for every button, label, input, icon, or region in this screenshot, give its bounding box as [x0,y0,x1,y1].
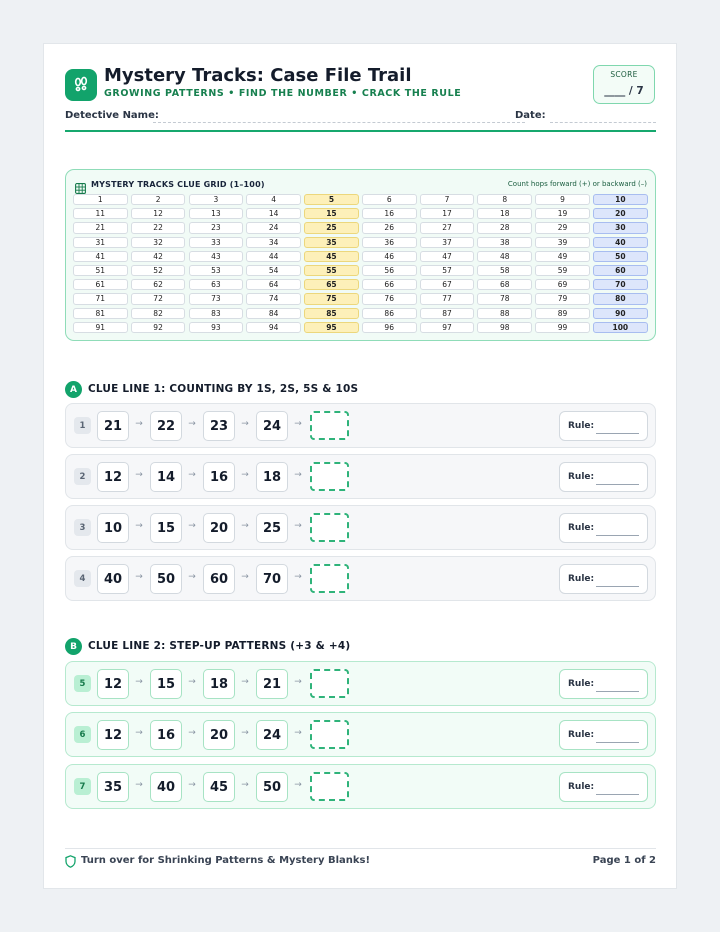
arrow-right-icon: → [241,572,249,582]
grid-cell-9: 9 [535,194,590,205]
grid-cell-7: 7 [420,194,475,205]
grid-cell-44: 44 [246,251,301,262]
grid-cell-31: 31 [73,237,128,248]
rule-answer-line[interactable] [596,535,639,536]
problem-number: 4 [74,570,91,587]
grid-cell-89: 89 [535,308,590,319]
arrow-right-icon: → [294,419,302,429]
grid-cell-45: 45 [304,251,359,262]
grid-cell-95: 95 [304,322,359,333]
grid-cell-12: 12 [131,208,186,219]
grid-cell-93: 93 [189,322,244,333]
pattern-problem [65,712,656,757]
problem-number: 1 [74,417,91,434]
pattern-number-box: 23 [203,411,235,441]
grid-cell-3: 3 [189,194,244,205]
grid-cell-46: 46 [362,251,417,262]
grid-cell-91: 91 [73,322,128,333]
pattern-problem [65,403,656,448]
answer-blank[interactable] [310,411,349,440]
grid-cell-59: 59 [535,265,590,276]
footprints-icon [65,69,97,101]
page-title: Mystery Tracks: Case File Trail [104,65,412,86]
arrow-right-icon: → [241,419,249,429]
grid-cell-27: 27 [420,222,475,233]
arrow-right-icon: → [135,419,143,429]
name-field[interactable] [153,122,525,123]
grid-cell-14: 14 [246,208,301,219]
rule-box[interactable] [559,669,648,699]
grid-cell-80: 80 [593,293,648,304]
grid-cell-21: 21 [73,222,128,233]
grid-cell-88: 88 [477,308,532,319]
score-label: SCORE [610,70,638,79]
grid-cell-40: 40 [593,237,648,248]
pattern-number-box: 15 [150,669,182,699]
rule-box[interactable] [559,513,648,543]
date-label: Date: [515,110,546,121]
grid-cell-19: 19 [535,208,590,219]
grid-cell-35: 35 [304,237,359,248]
problem-number: 2 [74,468,91,485]
pattern-number-box: 45 [203,772,235,802]
hundred-chart [73,194,649,333]
footer-divider [65,848,656,849]
grid-cell-65: 65 [304,279,359,290]
rule-answer-line[interactable] [596,691,639,692]
arrow-right-icon: → [135,780,143,790]
rule-answer-line[interactable] [596,484,639,485]
score-box [593,65,655,104]
answer-blank[interactable] [310,462,349,491]
section-badge: B [65,638,82,655]
grid-cell-1: 1 [73,194,128,205]
grid-cell-6: 6 [362,194,417,205]
arrow-right-icon: → [135,470,143,480]
grid-cell-82: 82 [131,308,186,319]
arrow-right-icon: → [241,521,249,531]
pattern-number-box: 18 [256,462,288,492]
grid-cell-77: 77 [420,293,475,304]
grid-cell-90: 90 [593,308,648,319]
grid-cell-81: 81 [73,308,128,319]
arrow-right-icon: → [135,572,143,582]
pattern-number-box: 60 [203,564,235,594]
pattern-number-box: 40 [97,564,129,594]
pattern-number-box: 21 [256,669,288,699]
grid-cell-57: 57 [420,265,475,276]
footer [65,855,656,869]
grid-cell-15: 15 [304,208,359,219]
clue-grid-header [75,179,647,191]
arrow-right-icon: → [241,780,249,790]
name-label: Detective Name: [65,110,159,121]
worksheet-page [43,43,677,889]
rule-label: Rule: [568,472,595,482]
answer-blank[interactable] [310,564,349,593]
grid-cell-70: 70 [593,279,648,290]
pattern-number-box: 16 [203,462,235,492]
footer-left-text: Turn over for Shrinking Patterns & Mystery Blanks! [81,855,371,866]
grid-cell-67: 67 [420,279,475,290]
answer-blank[interactable] [310,772,349,801]
pattern-number-box: 24 [256,411,288,441]
grid-cell-36: 36 [362,237,417,248]
pattern-number-box: 50 [256,772,288,802]
arrow-right-icon: → [188,780,196,790]
pattern-number-box: 12 [97,720,129,750]
grid-cell-26: 26 [362,222,417,233]
pattern-number-box: 40 [150,772,182,802]
grid-cell-20: 20 [593,208,648,219]
grid-cell-47: 47 [420,251,475,262]
grid-cell-73: 73 [189,293,244,304]
grid-cell-32: 32 [131,237,186,248]
clue-grid-note: Count hops forward (+) or backward (–) [507,180,647,188]
pattern-number-box: 12 [97,669,129,699]
grid-cell-86: 86 [362,308,417,319]
arrow-right-icon: → [294,521,302,531]
grid-cell-63: 63 [189,279,244,290]
problem-number: 5 [74,675,91,692]
arrow-right-icon: → [241,677,249,687]
grid-cell-72: 72 [131,293,186,304]
rule-box[interactable] [559,720,648,750]
arrow-right-icon: → [294,572,302,582]
answer-blank[interactable] [310,513,349,542]
rule-label: Rule: [568,730,595,740]
pattern-number-box: 24 [256,720,288,750]
pattern-number-box: 20 [203,720,235,750]
shield-icon [65,855,76,871]
grid-cell-34: 34 [246,237,301,248]
pattern-number-box: 12 [97,462,129,492]
grid-cell-85: 85 [304,308,359,319]
pattern-number-box: 18 [203,669,235,699]
grid-cell-79: 79 [535,293,590,304]
grid-cell-71: 71 [73,293,128,304]
grid-cell-23: 23 [189,222,244,233]
rule-label: Rule: [568,523,595,533]
grid-cell-92: 92 [131,322,186,333]
grid-cell-41: 41 [73,251,128,262]
pattern-number-box: 10 [97,513,129,543]
grid-cell-51: 51 [73,265,128,276]
grid-cell-54: 54 [246,265,301,276]
rule-box[interactable] [559,462,648,492]
grid-cell-69: 69 [535,279,590,290]
grid-cell-98: 98 [477,322,532,333]
arrow-right-icon: → [188,419,196,429]
arrow-right-icon: → [135,521,143,531]
arrow-right-icon: → [135,728,143,738]
date-field[interactable] [550,122,656,123]
grid-cell-96: 96 [362,322,417,333]
grid-cell-62: 62 [131,279,186,290]
grid-cell-75: 75 [304,293,359,304]
grid-cell-87: 87 [420,308,475,319]
grid-cell-33: 33 [189,237,244,248]
grid-cell-29: 29 [535,222,590,233]
pattern-number-box: 35 [97,772,129,802]
grid-cell-30: 30 [593,222,648,233]
section-title: CLUE LINE 1: COUNTING BY 1S, 2S, 5S & 10S [88,383,359,395]
problem-number: 7 [74,778,91,795]
rule-answer-line[interactable] [596,742,639,743]
arrow-right-icon: → [241,728,249,738]
arrow-right-icon: → [294,677,302,687]
grid-cell-28: 28 [477,222,532,233]
answer-blank[interactable] [310,669,349,698]
pattern-number-box: 50 [150,564,182,594]
pattern-problem [65,764,656,809]
grid-cell-11: 11 [73,208,128,219]
grid-cell-52: 52 [131,265,186,276]
grid-cell-17: 17 [420,208,475,219]
grid-cell-39: 39 [535,237,590,248]
rule-box[interactable] [559,772,648,802]
grid-cell-100: 100 [593,322,648,333]
grid-cell-83: 83 [189,308,244,319]
grid-cell-25: 25 [304,222,359,233]
grid-cell-97: 97 [420,322,475,333]
grid-cell-68: 68 [477,279,532,290]
pattern-problem [65,556,656,601]
grid-cell-61: 61 [73,279,128,290]
pattern-problem [65,454,656,499]
grid-cell-50: 50 [593,251,648,262]
clue-grid-title: MYSTERY TRACKS CLUE GRID (1–100) [91,180,265,189]
pattern-number-box: 20 [203,513,235,543]
arrow-right-icon: → [294,728,302,738]
arrow-right-icon: → [188,677,196,687]
rule-label: Rule: [568,782,595,792]
pattern-number-box: 16 [150,720,182,750]
grid-cell-4: 4 [246,194,301,205]
grid-cell-64: 64 [246,279,301,290]
arrow-right-icon: → [241,470,249,480]
section-badge: A [65,381,82,398]
pattern-number-box: 70 [256,564,288,594]
pattern-problem [65,505,656,550]
problem-number: 3 [74,519,91,536]
grid-cell-10: 10 [593,194,648,205]
grid-cell-55: 55 [304,265,359,276]
arrow-right-icon: → [188,728,196,738]
clue-grid-card [65,169,656,341]
pattern-number-box: 25 [256,513,288,543]
grid-cell-53: 53 [189,265,244,276]
grid-cell-76: 76 [362,293,417,304]
pattern-number-box: 21 [97,411,129,441]
grid-cell-22: 22 [131,222,186,233]
grid-cell-8: 8 [477,194,532,205]
grid-cell-94: 94 [246,322,301,333]
grid-cell-56: 56 [362,265,417,276]
rule-label: Rule: [568,574,595,584]
grid-cell-48: 48 [477,251,532,262]
arrow-right-icon: → [188,572,196,582]
page-subtitle: GROWING PATTERNS • FIND THE NUMBER • CRACK THE RULE [104,88,462,99]
rule-label: Rule: [568,421,595,431]
answer-blank[interactable] [310,720,349,749]
arrow-right-icon: → [294,470,302,480]
arrow-right-icon: → [294,780,302,790]
rule-box[interactable] [559,564,648,594]
grid-cell-18: 18 [477,208,532,219]
header-divider [65,130,656,132]
grid-cell-84: 84 [246,308,301,319]
grid-cell-74: 74 [246,293,301,304]
rule-label: Rule: [568,679,595,689]
grid-cell-78: 78 [477,293,532,304]
grid-cell-99: 99 [535,322,590,333]
score-value: ____ / 7 [604,85,644,97]
grid-cell-16: 16 [362,208,417,219]
rule-box[interactable] [559,411,648,441]
arrow-right-icon: → [135,677,143,687]
pattern-number-box: 22 [150,411,182,441]
grid-cell-49: 49 [535,251,590,262]
rule-answer-line[interactable] [596,794,639,795]
pattern-number-box: 15 [150,513,182,543]
name-date-row [65,110,656,126]
grid-cell-38: 38 [477,237,532,248]
section-title: CLUE LINE 2: STEP-UP PATTERNS (+3 & +4) [88,640,351,652]
rule-answer-line[interactable] [596,433,639,434]
pattern-problem [65,661,656,706]
grid-cell-42: 42 [131,251,186,262]
grid-cell-37: 37 [420,237,475,248]
page-number: Page 1 of 2 [592,855,656,866]
grid-cell-66: 66 [362,279,417,290]
grid-cell-58: 58 [477,265,532,276]
grid-cell-13: 13 [189,208,244,219]
grid-cell-5: 5 [304,194,359,205]
grid-cell-24: 24 [246,222,301,233]
pattern-number-box: 14 [150,462,182,492]
rule-answer-line[interactable] [596,586,639,587]
grid-cell-2: 2 [131,194,186,205]
problem-number: 6 [74,726,91,743]
arrow-right-icon: → [188,521,196,531]
grid-cell-60: 60 [593,265,648,276]
grid-cell-43: 43 [189,251,244,262]
arrow-right-icon: → [188,470,196,480]
